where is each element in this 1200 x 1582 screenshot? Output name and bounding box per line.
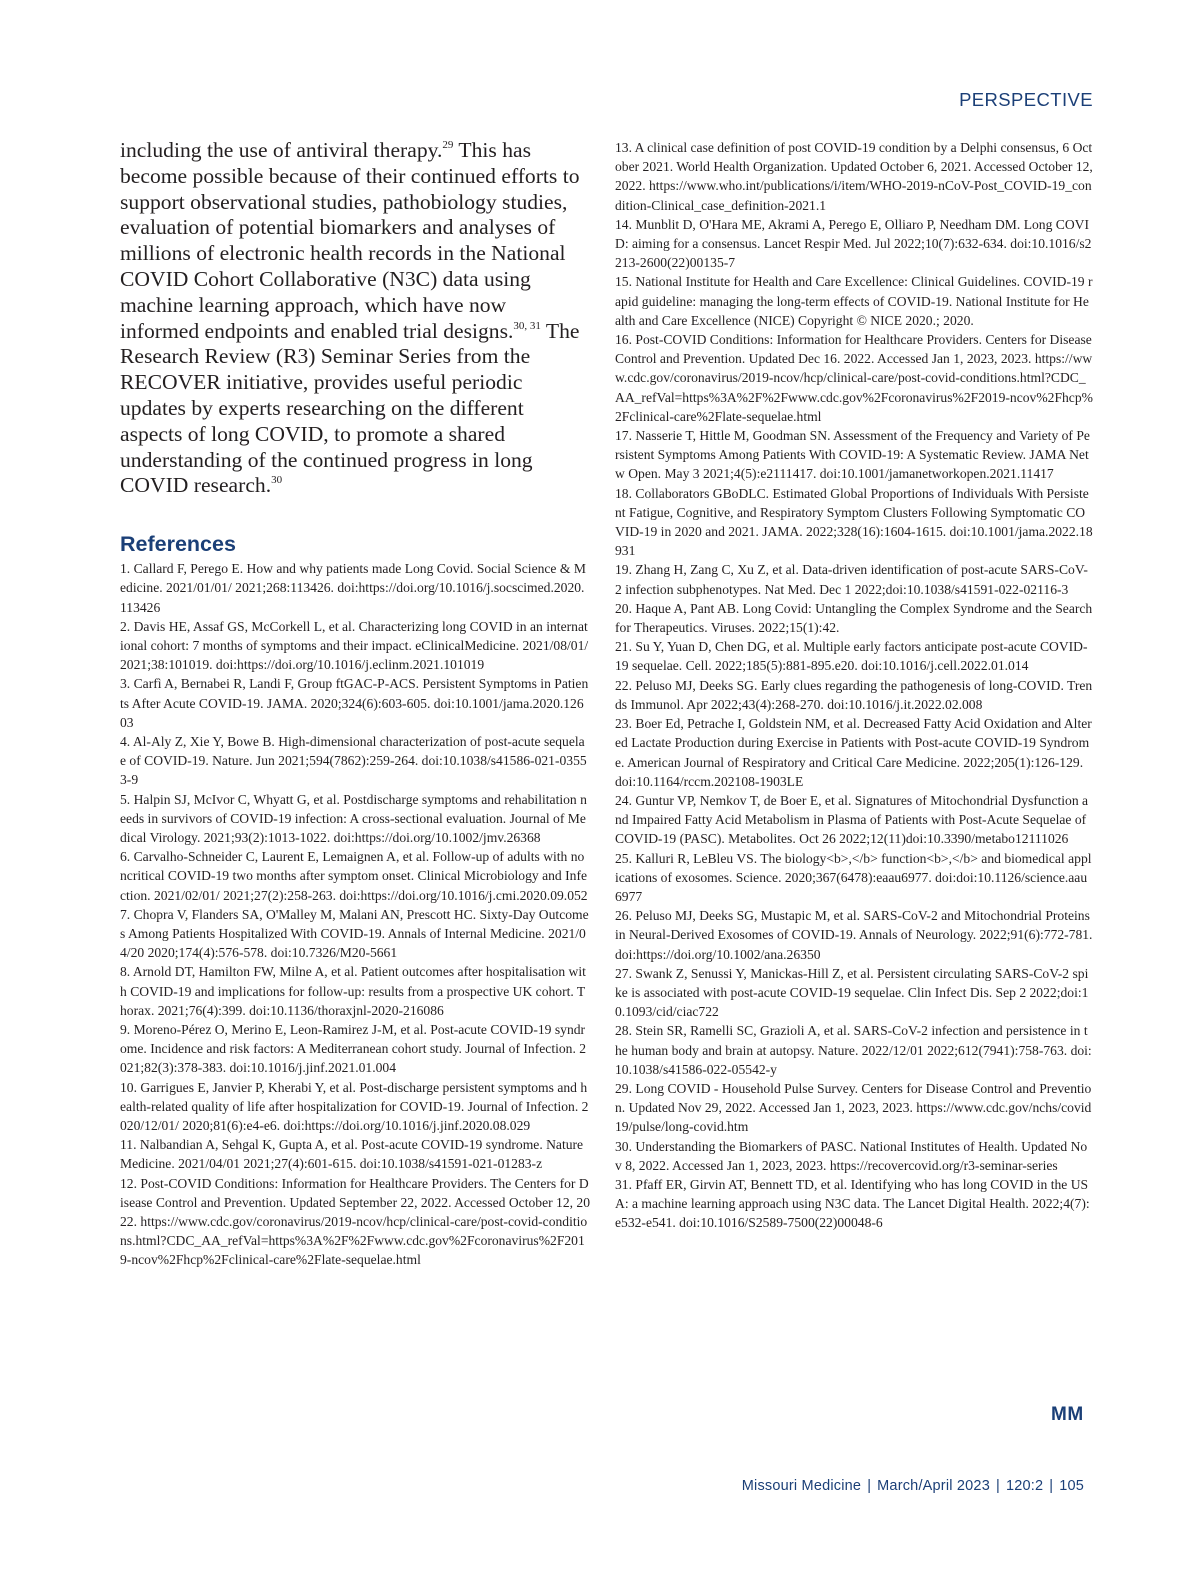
reference-item: 24. Guntur VP, Nemkov T, de Boer E, et al. Signatures of Mitochondrial Dysfunction and Impaired Fatty Acid Metabolism in Plasma of Patients with Post-Acute Sequelae of COVID-19 (PASC). Metabolites. Oct 26 2022;12(11)doi:10.3390/metabo12111026 — [615, 792, 1089, 847]
citation: 29 — [442, 139, 454, 151]
reference-item: 9. Moreno-Pérez O, Merino E, Leon-Ramirez J-M, et al. Post-acute COVID-19 syndrome. Incidence and risk factors: A Mediterranean cohort study. Journal of Infection. 2021;82(3):378-383. doi:10.1016/j.jinf.2021.01.004 — [120, 1022, 587, 1076]
reference-item: 18. Collaborators GBoDLC. Estimated Global Proportions of Individuals With Persistent Fatigue, Cognitive, and Respiratory Symptom Clusters Following Symptomatic COVID-19 in 2020 and 2021. JAMA. 2022;328(16):1604-1615. doi:10.1001/jama.2022.18931 — [615, 485, 1093, 559]
references-heading: References — [120, 532, 236, 557]
page-number: 105 — [1059, 1478, 1084, 1494]
footer-journal: Missouri Medicine — [741, 1478, 862, 1494]
reference-item: 3. Carfì A, Bernabei R, Landi F, Group ftGAC-P-ACS. Persistent Symptoms in Patients After Acute COVID-19. JAMA. 2020;324(6):603-605. doi:10.1001/jama.2020.12603 — [120, 676, 589, 730]
footer-separator: | — [867, 1478, 872, 1494]
citation: 30, 31 — [513, 319, 541, 332]
reference-item: 10. Garrigues E, Janvier P, Kherabi Y, et al. Post-discharge persistent symptoms and health-related quality of life after hospitalization for COVID-19. Journal of Infection. 2020/12/01/ 2020;81(6):e4-e6. doi:https://doi.org/10.1016/j.jinf.2020.08.029 — [120, 1079, 589, 1134]
reference-item: 13. A clinical case definition of post COVID-19 condition by a Delphi consensus, 6 October 2021. World Health Organization. Updated October 6, 2021. Accessed October 12, 2022. https://www.who.int/publications/i/item/WHO-2019-nCoV-Post_COVID-19_condition-Clinical_case_definition-2021.1 — [615, 140, 1093, 213]
reference-item: 15. National Institute for Health and Care Excellence: Clinical Guidelines. COVID-19 rapid guideline: managing the long-term effects of COVID-19. National Institute for Health and Care Excellence (NICE) Copyright © NICE 2020.; 2020. — [615, 274, 1093, 328]
paragraph-text: The Research Review (R3) Seminar Series from the RECOVER initiative, provides useful periodic updates by experts researching on the different aspects of long COVID, to promote a shared understanding of the continued progress in long COVID research. — [120, 318, 580, 498]
reference-item: 5. Halpin SJ, McIvor C, Whyatt G, et al. Postdischarge symptoms and rehabilitation needs in survivors of COVID-19 infection: A cross-sectional evaluation. Journal of Medical Virology. 2021;93(2):1013-1022. doi:https://doi.org/10.1002/jmv.26368 — [120, 791, 587, 845]
reference-item: 11. Nalbandian A, Sehgal K, Gupta A, et al. Post-acute COVID-19 syndrome. Nature Medicine. 2021/04/01 2021;27(4):601-615. doi:10.1038/s41591-021-01283-z — [120, 1137, 584, 1172]
reference-item: 16. Post-COVID Conditions: Information for Healthcare Providers. Centers for Disease Control and Prevention. Updated Dec 16. 2022. Accessed Jan 1, 2023, 2023. https://www.cdc.gov/coronavirus/2019-ncov/hcp/clinical-care/post-covid-conditions.html?CDC_AA_refVal=https%3A%2F%2Fwww.cdc.gov%2Fcoronavirus%2F2019-ncov%2Fhcp%2Fclinical-care%2Flate-sequelae.html — [615, 332, 1093, 424]
footer-separator: | — [1049, 1478, 1054, 1494]
reference-item: 8. Arnold DT, Hamilton FW, Milne A, et al. Patient outcomes after hospitalisation with COVID-19 and implications for follow-up: results from a prospective UK cohort. Thorax. 2021;76(4):399. doi:10.1136/thoraxjnl-2020-216086 — [120, 964, 586, 1018]
journal-logo: MM — [1051, 1404, 1084, 1425]
reference-item: 14. Munblit D, O'Hara ME, Akrami A, Perego E, Olliaro P, Needham DM. Long COVID: aiming for a consensus. Lancet Respir Med. Jul 2022;10(7):632-634. doi:10.1016/s2213-2600(22)00135-7 — [615, 216, 1092, 271]
reference-item: 28. Stein SR, Ramelli SC, Grazioli A, et al. SARS-CoV-2 infection and persistence in the human body and brain at autopsy. Nature. 2022/12/01 2022;612(7941):758-763. doi:10.1038/s41586-022-05542-y — [615, 1023, 1092, 1077]
paragraph-text: including the use of antiviral therapy. — [120, 138, 443, 162]
references-list-left — [120, 559, 590, 1270]
reference-item: 17. Nasserie T, Hittle M, Goodman SN. Assessment of the Frequency and Variety of Persistent Symptoms Among Patients With COVID-19: A Systematic Review. JAMA Netw Open. May 3 2021;4(5):e2111417. doi:10.1001/jamanetworkopen.2021.11417 — [615, 428, 1090, 482]
footer-separator: | — [995, 1478, 1000, 1494]
references-list-right — [615, 138, 1093, 1233]
reference-item: 25. Kalluri R, LeBleu VS. The biology<b>,</b> function<b>,</b> and biomedical applications of exosomes. Science. 2020;367(6478):eaau6977. doi:doi:10.1126/science.aau6977 — [615, 850, 1092, 904]
right-column — [615, 138, 1093, 1233]
reference-item: 6. Carvalho-Schneider C, Laurent E, Lemaignen A, et al. Follow-up of adults with noncritical COVID-19 two months after symptom onset. Clinical Microbiology and Infection. 2021/02/01/ 2021;27(2):258-263. doi:https://doi.org/10.1016/j.cmi.2020.09.052 — [120, 849, 588, 903]
footer-volume: 120:2 — [1005, 1478, 1044, 1494]
reference-item: 19. Zhang H, Zang C, Xu Z, et al. Data-driven identification of post-acute SARS-CoV-2 infection subphenotypes. Nat Med. Dec 1 2022;doi:10.1038/s41591-022-02116-3 — [615, 562, 1088, 597]
page-footer — [742, 1478, 1084, 1494]
reference-item: 4. Al-Aly Z, Xie Y, Bowe B. High-dimensional characterization of post-acute sequelae of COVID-19. Nature. Jun 2021;594(7862):259-264. doi:10.1038/s41586-021-03553-9 — [120, 733, 587, 788]
reference-item: 22. Peluso MJ, Deeks SG. Early clues regarding the pathogenesis of long-COVID. Trends Immunol. Apr 2022;43(4):268-270. doi:10.1016/j.it.2022.02.008 — [615, 677, 1093, 712]
reference-item: 12. Post-COVID Conditions: Information for Healthcare Providers. The Centers for Disease Control and Prevention. Updated September 22, 2022. Accessed October 12, 2022. https://www.cdc.gov/coronavirus/2019-ncov/hcp/clinical-care/post-covid-conditions.html?CDC_AA_refVal=https%3A%2F%2Fwww.cdc.gov%2Fcoronavirus%2F2019-ncov%2Fhcp%2Fclinical-care%2Flate-sequelae.html — [120, 1175, 591, 1268]
reference-item: 26. Peluso MJ, Deeks SG, Mustapic M, et al. SARS-CoV-2 and Mitochondrial Proteins in Neural-Derived Exosomes of COVID-19. Annals of Neurology. 2022;91(6):772-781. doi:https://doi.org/10.1002/ana.26350 — [615, 908, 1093, 962]
section-label: PERSPECTIVE — [959, 89, 1093, 110]
reference-item: 31. Pfaff ER, Girvin AT, Bennett TD, et al. Identifying who has long COVID in the USA: a machine learning approach using N3C data. The Lancet Digital Health. 2022;4(7):e532-e541. doi:10.1016/S2589-7500(22)00048-6 — [615, 1176, 1090, 1231]
footer-issue: March/April 2023 — [877, 1478, 990, 1494]
reference-item: 21. Su Y, Yuan D, Chen DG, et al. Multiple early factors anticipate post-acute COVID-19 sequelae. Cell. 2022;185(5):881-895.e20. doi:10.1016/j.cell.2022.01.014 — [615, 639, 1088, 674]
reference-item: 1. Callard F, Perego E. How and why patients made Long Covid. Social Science & Medicine. 2021/01/01/ 2021;268:113426. doi:https://doi.org/10.1016/j.socscimed.2020.113426 — [120, 561, 586, 615]
reference-item: 27. Swank Z, Senussi Y, Manickas-Hill Z, et al. Persistent circulating SARS-CoV-2 spike is associated with post-acute COVID-19 sequelae. Clin Infect Dis. Sep 2 2022;doi:10.1093/cid/ciac722 — [615, 965, 1089, 1020]
paragraph-text: This has become possible because of their continued efforts to support observational studies, pathobiology studies, evaluation of potential biomarkers and analyses of millions of electronic health records in the National COVID Cohort Collaborative (N3C) data using machine learning approach, which have now informed endpoints and enabled trial designs. — [120, 138, 580, 343]
reference-item: 2. Davis HE, Assaf GS, McCorkell L, et al. Characterizing long COVID in an international cohort: 7 months of symptoms and their impact. eClinicalMedicine. 2021/08/01/ 2021;38:101019. doi:https://doi.org/10.1016/j.eclinm.2021.101019 — [120, 618, 589, 673]
citation: 30 — [271, 474, 283, 487]
reference-item: 29. Long COVID - Household Pulse Survey. Centers for Disease Control and Prevention. Updated Nov 29, 2022. Accessed Jan 1, 2023, 2023. https://www.cdc.gov/nchs/covid19/pulse/long-covid.htm — [615, 1080, 1092, 1135]
body-paragraph — [120, 138, 590, 499]
reference-item: 20. Haque A, Pant AB. Long Covid: Untangling the Complex Syndrome and the Search for Therapeutics. Viruses. 2022;15(1):42. — [615, 600, 1093, 636]
left-column — [120, 138, 590, 1270]
reference-item: 7. Chopra V, Flanders SA, O'Malley M, Malani AN, Prescott HC. Sixty-Day Outcomes Among Patients Hospitalized With COVID-19. Annals of Internal Medicine. 2021/04/20 2020;174(4):576-578. doi:10.7326/M20-5661 — [120, 906, 589, 961]
reference-item: 23. Boer Ed, Petrache I, Goldstein NM, et al. Decreased Fatty Acid Oxidation and Altered Lactate Production during Exercise in Patients with Post-acute COVID-19 Syndrome. American Journal of Respiratory and Critical Care Medicine. 2022;205(1):126-129. doi:10.1164/rccm.202108-1903LE — [615, 716, 1092, 789]
reference-item: 30. Understanding the Biomarkers of PASC. National Institutes of Health. Updated Nov 8, 2022. Accessed Jan 1, 2023, 2023. https://recovercovid.org/r3-seminar-series — [615, 1138, 1088, 1173]
